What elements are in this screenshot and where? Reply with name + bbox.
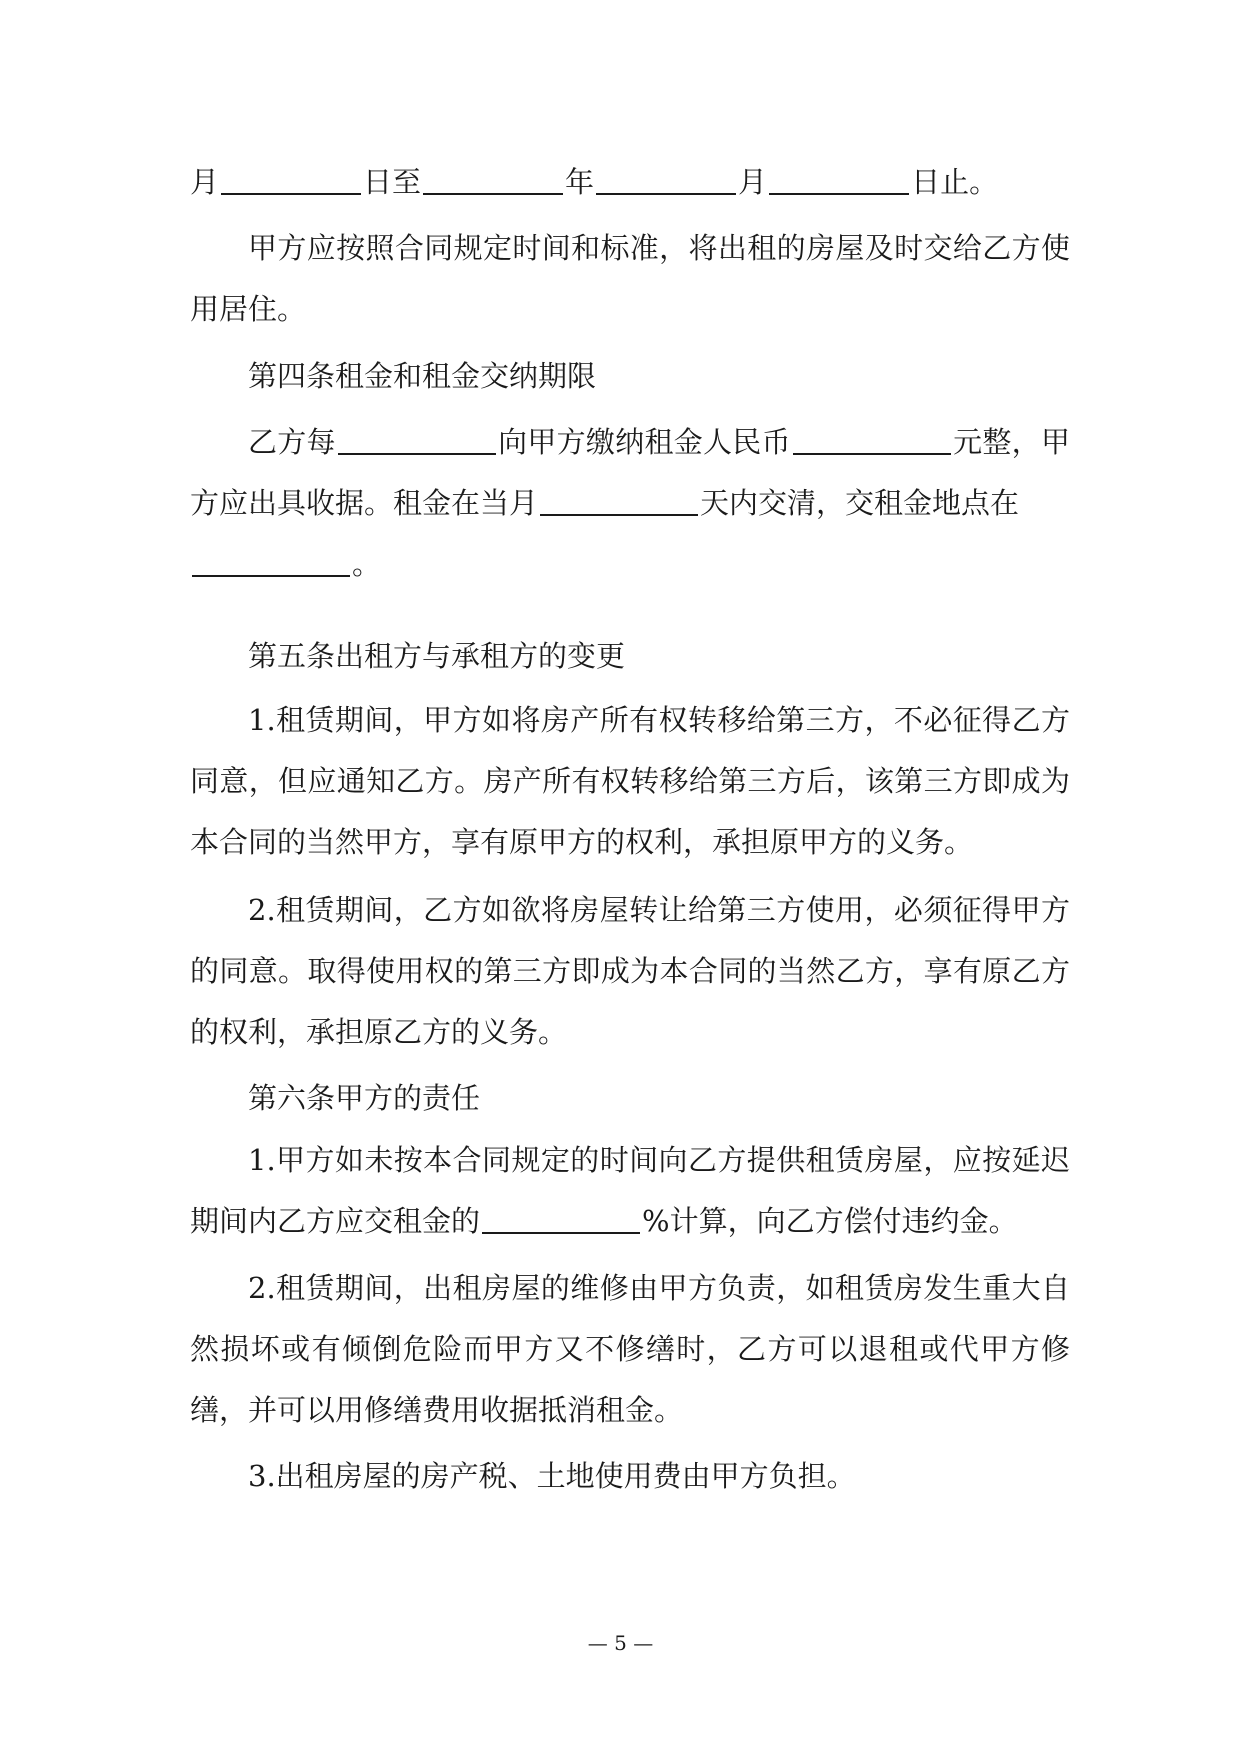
article-4-heading: 第四条租金和租金交纳期限 (248, 359, 597, 393)
blank-underline (540, 484, 698, 516)
article-6-heading: 第六条甲方的责任 (248, 1081, 481, 1115)
article-5-heading: 第五条出租方与承租方的变更 (248, 639, 626, 673)
page-number: — 5 — (587, 1631, 654, 1655)
blank-underline (192, 545, 350, 577)
paragraph-5-1: 1.租赁期间，甲方如将房产所有权转移给第三方，不必征得乙方同意，但应通知乙方。房产所有权转移给第三方后，该第三方即成为本合同的当然甲方，享有原甲方的权利，承担原甲方的义务。 (190, 703, 1070, 859)
paragraph-rent-payment: 乙方每 向甲方缴纳租金人民币 元整，甲方应出具收据。租金在当月 天内交清，交租金地点在 。 (190, 425, 1070, 581)
blank-underline (793, 423, 951, 455)
blank-underline (221, 163, 361, 195)
paragraph-lease-term-end: 月 日至 年 月 日止。 (190, 165, 999, 199)
paragraph-handover: 甲方应按照合同规定时间和标准，将出租的房屋及时交给乙方使用居住。 (190, 231, 1070, 326)
blank-underline (769, 163, 909, 195)
blank-underline (423, 163, 563, 195)
paragraph-5-2: 2.租赁期间，乙方如欲将房屋转让给第三方使用，必须征得甲方的同意。取得使用权的第三方即成为本合同的当然乙方，享有原乙方的权利，承担原乙方的义务。 (190, 893, 1070, 1049)
paragraph-6-1: 1.甲方如未按本合同规定的时间向乙方提供租赁房屋，应按延迟期间内乙方应交租金的 %计算，向乙方偿付违约金。 (190, 1143, 1070, 1238)
blank-underline (482, 1202, 640, 1234)
blank-underline (596, 163, 736, 195)
blank-underline (338, 423, 496, 455)
paragraph-6-3: 3.出租房屋的房产税、土地使用费由甲方负担。 (248, 1459, 856, 1493)
paragraph-6-2: 2.租赁期间，出租房屋的维修由甲方负责，如租赁房发生重大自然损坏或有倾倒危险而甲方又不修缮时，乙方可以退租或代甲方修缮，并可以用修缮费用收据抵消租金。 (190, 1271, 1070, 1427)
